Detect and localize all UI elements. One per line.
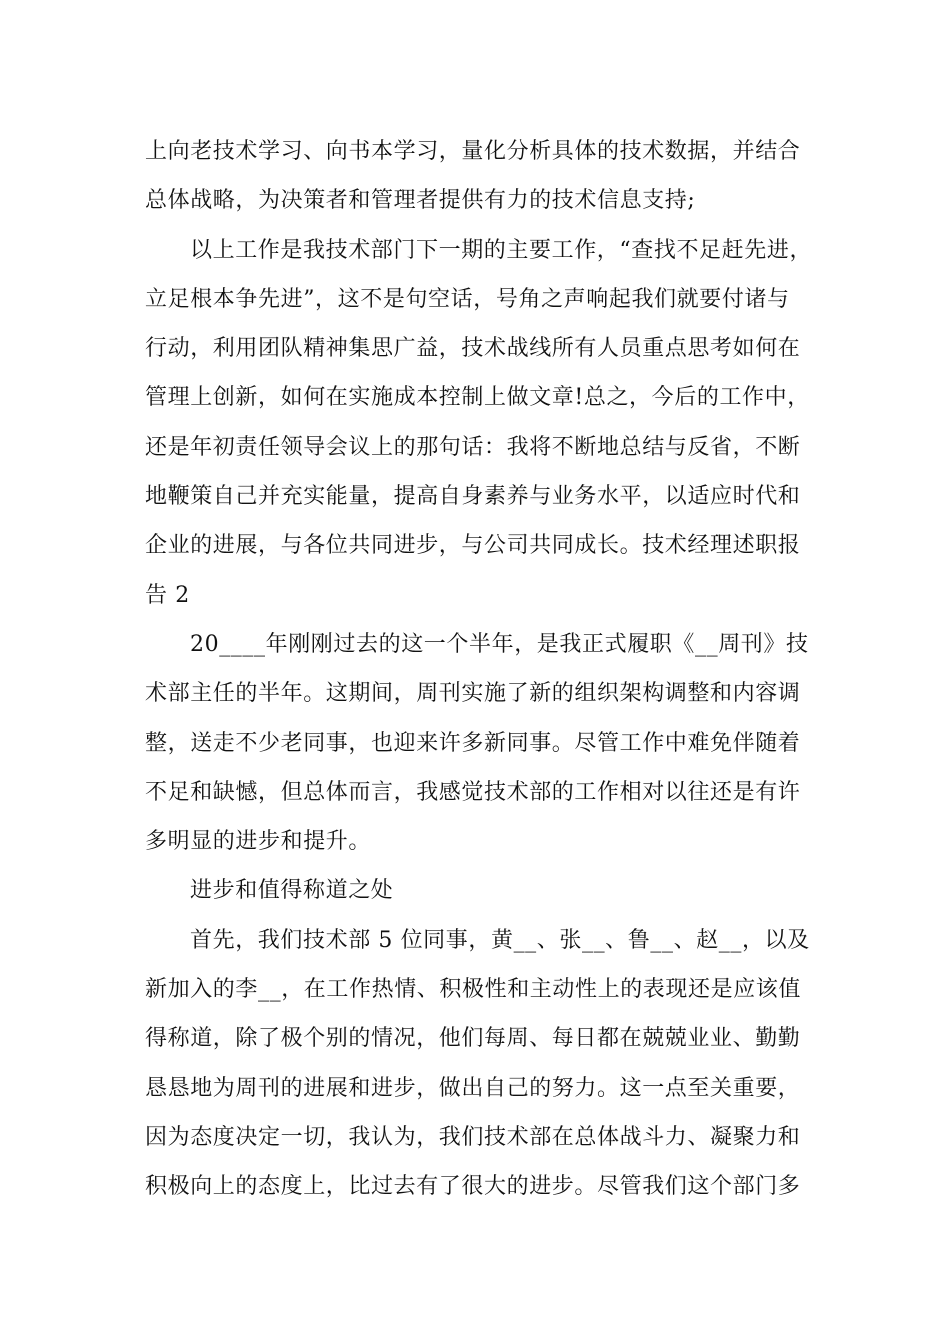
text-line: 20____年刚刚过去的这一个半年，是我正式履职《__周刊》技 <box>190 631 809 657</box>
text-line: 首先，我们技术部 5 位同事，黄__、张__、鲁__、赵__，以及 <box>190 927 810 953</box>
text-line: 告 2 <box>145 582 190 608</box>
text-line: 上向老技术学习、向书本学习，量化分析具体的技术数据，并结合 <box>145 139 801 164</box>
text-line: 企业的进展，与各位共同进步，与公司共同成长。技术经理述职报 <box>145 533 801 559</box>
text-line: 积极向上的态度上，比过去有了很大的进步。尽管我们这个部门多 <box>145 1174 801 1200</box>
document-body <box>145 127 825 1212</box>
text-line: 行动，利用团队精神集思广益，技术战线所有人员重点思考如何在 <box>145 336 801 362</box>
text-line: 地鞭策自己并充实能量，提高自身素养与业务水平，以适应时代和 <box>145 484 801 510</box>
section-heading: 进步和值得称道之处 <box>190 878 394 904</box>
text-line: 恳恳地为周刊的进展和进步，做出自己的努力。这一点至关重要， <box>145 1075 801 1101</box>
text-line: 新加入的李__，在工作热情、积极性和主动性上的表现还是应该值 <box>145 977 802 1003</box>
text-line: 总体战略，为决策者和管理者提供有力的技术信息支持; <box>145 188 696 214</box>
text-line: 不足和缺憾，但总体而言，我感觉技术部的工作相对以往还是有许 <box>145 779 801 805</box>
text-line: 整，送走不少老同事，也迎来许多新同事。尽管工作中难免伴随着 <box>145 730 801 756</box>
text-line: 以上工作是我技术部门下一期的主要工作，“查找不足赶先进， <box>190 237 813 263</box>
text-line: 因为态度决定一切，我认为，我们技术部在总体战斗力、凝聚力和 <box>145 1124 801 1150</box>
text-line: 得称道，除了极个别的情况，他们每周、每日都在兢兢业业、勤勤 <box>145 1026 801 1052</box>
text-line: 立足根本争先进”，这不是句空话，号角之声响起我们就要付诸与 <box>145 286 790 312</box>
text-line: 多明显的进步和提升。 <box>145 829 372 855</box>
text-line: 管理上创新，如何在实施成本控制上做文章!总之，今后的工作中， <box>145 385 810 411</box>
text-line: 还是年初责任领导会议上的那句话：我将不断地总结与反省，不断 <box>145 434 801 460</box>
text-line: 术部主任的半年。这期间，周刊实施了新的组织架构调整和内容调 <box>145 681 801 707</box>
